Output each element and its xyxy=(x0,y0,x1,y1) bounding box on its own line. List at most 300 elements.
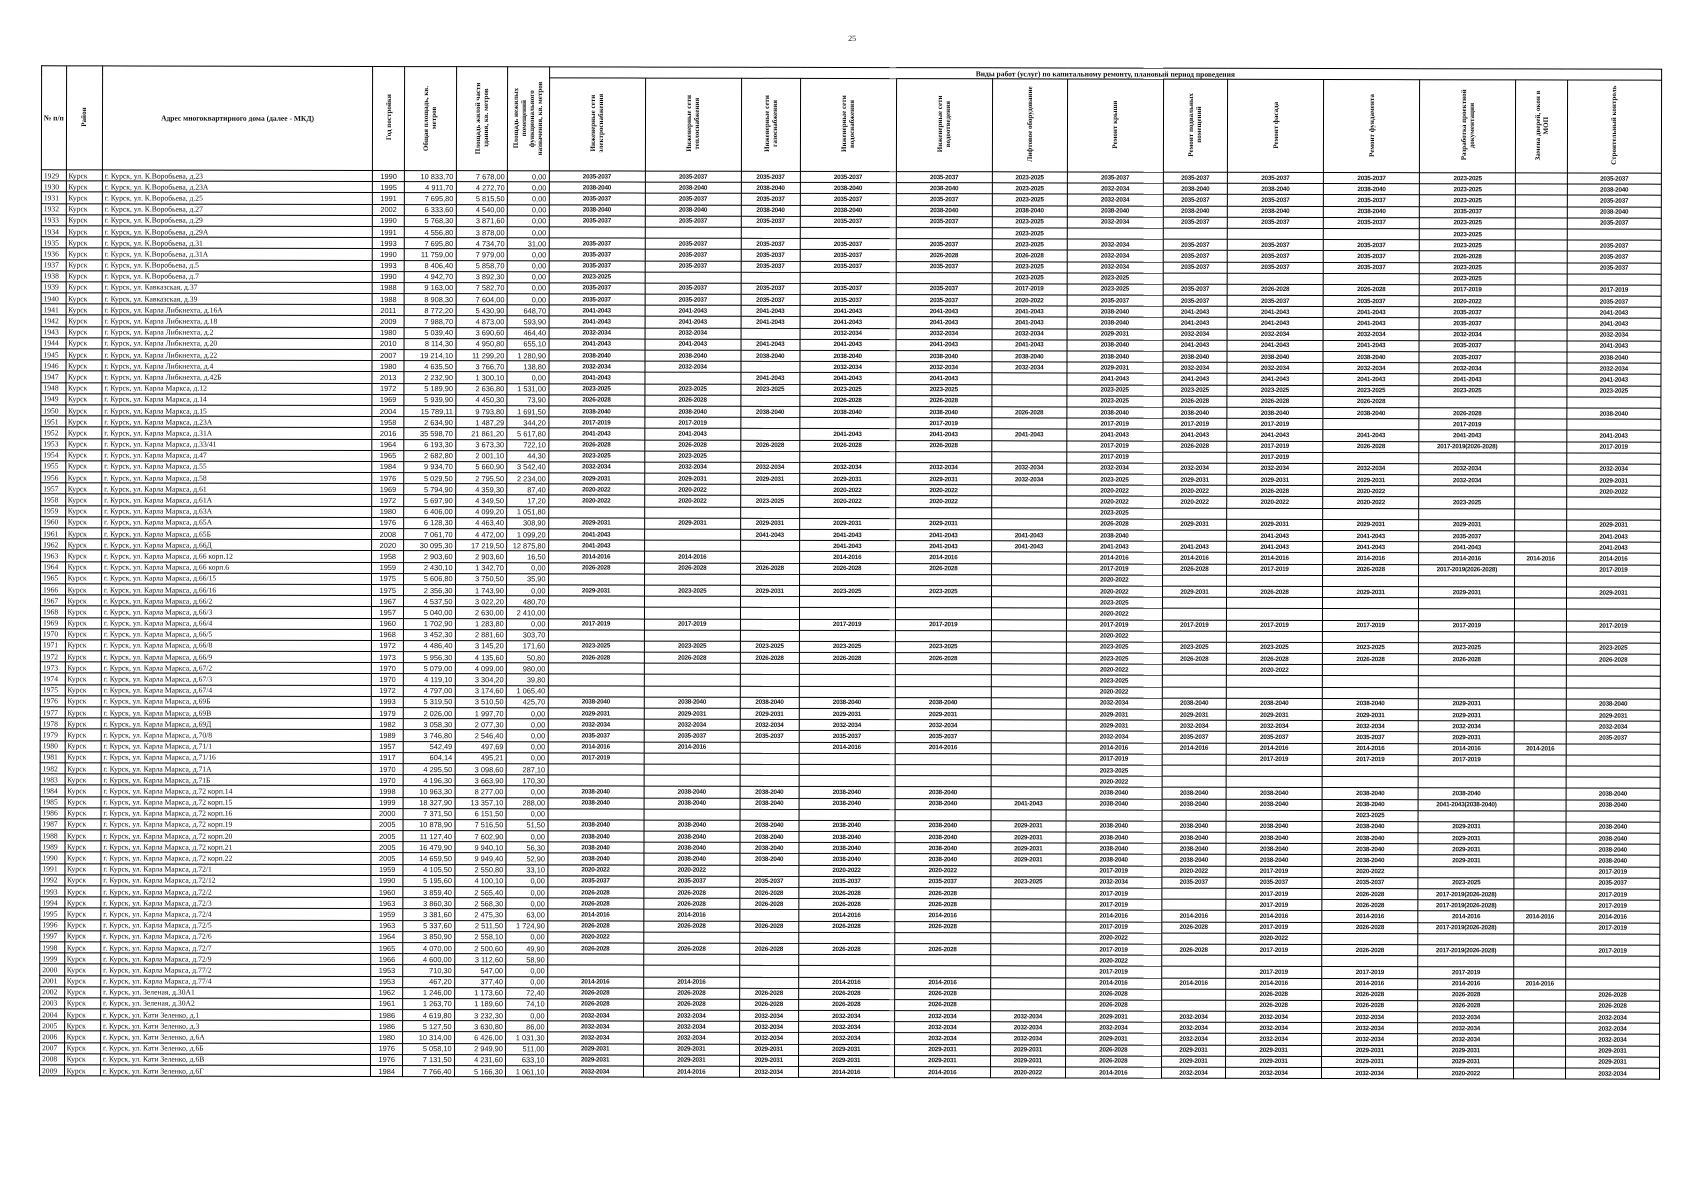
address-cell: г. Курск, ул. Карла Маркса, д.71/1 xyxy=(101,740,371,752)
work-period-cell xyxy=(1566,632,1660,643)
work-period-cell: 2014-2016 xyxy=(894,1067,990,1078)
work-period-cell: 2017-2019 xyxy=(1066,899,1162,910)
work-period-cell: 2038-2040 xyxy=(1322,821,1418,832)
nonresidential-area-cell: 31,00 xyxy=(507,238,549,249)
year-built-cell: 1959 xyxy=(372,562,404,573)
work-period-cell: 2041-2043 xyxy=(1227,530,1323,541)
work-period-cell xyxy=(740,954,799,965)
work-period-cell: 2029-2031 xyxy=(740,518,799,529)
row-number: 1934 xyxy=(41,226,66,237)
row-number: 1941 xyxy=(41,304,66,315)
year-built-cell: 1957 xyxy=(371,741,403,752)
work-period-cell: 2017-2019 xyxy=(1323,620,1419,631)
work-period-cell: 2035-2037 xyxy=(1566,878,1660,889)
living-area-cell: 2 795,50 xyxy=(455,473,506,484)
work-period-cell: 2035-2037 xyxy=(644,876,740,887)
address-cell: г. Курск, ул. Карла Маркса, д.69Д xyxy=(101,718,371,730)
row-number: 1933 xyxy=(41,215,66,226)
work-period-cell xyxy=(1516,195,1567,206)
work-period-cell xyxy=(644,507,740,518)
living-area-cell: 4 734,70 xyxy=(456,238,507,249)
work-period-cell: 2023-2025 xyxy=(740,641,799,652)
work-period-cell: 2014-2016 xyxy=(1514,978,1565,989)
living-area-cell: 4 135,60 xyxy=(455,652,506,663)
living-area-cell: 7 582,70 xyxy=(456,283,507,294)
work-period-cell xyxy=(1226,810,1322,821)
work-period-cell xyxy=(992,418,1067,429)
work-period-cell: 2038-2040 xyxy=(741,205,800,216)
work-period-cell xyxy=(1163,452,1227,463)
work-period-cell: 2023-2025 xyxy=(1066,675,1162,686)
work-period-cell xyxy=(1516,274,1567,285)
work-period-cell: 2035-2037 xyxy=(549,171,645,182)
nonresidential-area-cell: 0,00 xyxy=(507,182,549,193)
header-work-gas: Инженерные сети газоснабжения xyxy=(741,78,800,171)
work-period-cell: 2014-2016 xyxy=(644,742,740,753)
address-cell: г. Курск, ул. Карла Маркса, д.47 xyxy=(102,450,372,462)
total-area-cell: 4 196,30 xyxy=(403,775,454,786)
work-period-cell: 2041-2043 xyxy=(1323,307,1419,318)
district-cell: Курск xyxy=(66,271,102,282)
work-period-cell: 2041-2043 xyxy=(1419,430,1515,441)
work-period-cell xyxy=(1323,609,1419,620)
total-area-cell: 6 406,00 xyxy=(404,506,455,517)
work-period-cell: 2032-2034 xyxy=(1418,721,1514,732)
work-period-cell: 2038-2040 xyxy=(800,205,896,216)
year-built-cell: 1984 xyxy=(371,1065,403,1076)
year-built-cell: 1989 xyxy=(371,730,403,741)
work-period-cell xyxy=(991,686,1066,697)
work-period-cell xyxy=(740,574,799,585)
work-period-cell: 2026-2028 xyxy=(895,563,991,574)
work-period-cell: 2017-2019 xyxy=(1226,866,1322,877)
total-area-cell: 30 095,30 xyxy=(404,540,455,551)
work-period-cell: 2035-2037 xyxy=(800,283,896,294)
row-number: 2004 xyxy=(40,1009,65,1020)
total-area-cell: 4 119,10 xyxy=(404,674,455,685)
year-built-cell: 1917 xyxy=(371,752,403,763)
nonresidential-area-cell: 171,60 xyxy=(506,641,548,652)
total-area-cell: 5 768,30 xyxy=(405,215,456,226)
district-cell: Курск xyxy=(64,987,100,998)
total-area-cell: 5 058,10 xyxy=(403,1043,454,1054)
work-period-cell: 2032-2034 xyxy=(739,1066,798,1077)
work-period-cell xyxy=(740,619,799,630)
work-period-cell: 2017-2019 xyxy=(548,417,644,428)
work-period-cell: 2041-2043 xyxy=(992,317,1067,328)
work-period-cell: 2020-2022 xyxy=(644,496,740,507)
work-period-cell: 2020-2022 xyxy=(1226,933,1322,944)
address-cell: г. Курск, ул. Кати Зеленко, д.6Г xyxy=(100,1065,370,1077)
work-period-cell: 2026-2028 xyxy=(740,898,799,909)
address-cell: г. Курск, ул. Карла Маркса, д.72 корп.15 xyxy=(101,796,371,808)
work-period-cell: 2041-2043 xyxy=(644,428,740,439)
work-period-cell: 2026-2028 xyxy=(1323,396,1419,407)
work-period-cell xyxy=(1162,776,1226,787)
work-period-cell xyxy=(741,272,800,283)
work-period-cell: 2041-2043 xyxy=(799,541,895,552)
address-cell: г. Курск, ул. К.Воробьева, д.5 xyxy=(102,259,372,271)
work-period-cell: 2032-2034 xyxy=(1565,1012,1659,1023)
work-period-cell: 2035-2037 xyxy=(1227,262,1323,273)
work-period-cell: 2029-2031 xyxy=(1418,833,1514,844)
work-period-cell: 2035-2037 xyxy=(549,283,645,294)
work-period-cell: 2014-2016 xyxy=(1322,978,1418,989)
work-period-cell: 2038-2040 xyxy=(1226,799,1322,810)
work-period-cell: 2017-2019 xyxy=(1419,285,1515,296)
total-area-cell: 4 486,40 xyxy=(404,640,455,651)
work-period-cell: 2017-2019 xyxy=(1566,923,1660,934)
year-built-cell: 1960 xyxy=(371,886,403,897)
work-period-cell xyxy=(644,574,740,585)
year-built-cell: 1953 xyxy=(371,976,403,987)
work-period-cell xyxy=(1163,508,1227,519)
work-period-cell: 2017-2019 xyxy=(1567,285,1661,296)
work-period-cell: 2026-2028 xyxy=(643,999,739,1010)
address-cell: г. Курск, ул. Карла Маркса, д.77/2 xyxy=(101,964,371,976)
work-period-cell: 2032-2034 xyxy=(1418,1034,1514,1045)
work-period-cell xyxy=(1515,430,1566,441)
work-period-cell: 2020-2022 xyxy=(548,495,644,506)
work-period-cell: 2041-2043 xyxy=(1323,530,1419,541)
work-period-cell xyxy=(1566,766,1660,777)
row-number: 1960 xyxy=(41,517,66,528)
total-area-cell: 4 295,50 xyxy=(403,764,454,775)
work-period-cell xyxy=(1514,867,1565,878)
work-period-cell: 2038-2040 xyxy=(1163,407,1227,418)
row-number: 1961 xyxy=(41,528,66,539)
work-period-cell: 2035-2037 xyxy=(800,294,896,305)
work-period-cell xyxy=(1419,396,1515,407)
row-number: 1978 xyxy=(40,718,65,729)
work-period-cell xyxy=(740,675,799,686)
nonresidential-area-cell: 0,00 xyxy=(506,730,548,741)
work-period-cell: 2017-2019 xyxy=(895,619,991,630)
nonresidential-area-cell: 0,00 xyxy=(507,171,549,182)
district-cell: Курск xyxy=(65,517,101,528)
work-period-cell: 2035-2037 xyxy=(645,283,741,294)
work-period-cell: 2041-2043 xyxy=(1323,430,1419,441)
total-area-cell: 9 163,00 xyxy=(404,282,455,293)
nonresidential-area-cell: 0,00 xyxy=(507,372,549,383)
work-period-cell: 2029-2031 xyxy=(1067,362,1163,373)
work-period-cell: 2026-2028 xyxy=(798,988,894,999)
work-period-cell: 2032-2034 xyxy=(992,474,1067,485)
total-area-cell: 6 193,30 xyxy=(404,439,455,450)
work-period-cell: 2032-2034 xyxy=(1065,1022,1161,1033)
living-area-cell: 2 903,60 xyxy=(455,551,506,562)
work-period-cell: 2017-2019 xyxy=(1322,967,1418,978)
living-area-cell: 2 949,90 xyxy=(454,1043,505,1054)
work-period-cell xyxy=(1162,765,1226,776)
work-period-cell: 2038-2040 xyxy=(548,820,644,831)
work-period-cell: 2014-2016 xyxy=(643,1066,739,1077)
district-cell: Курск xyxy=(66,293,102,304)
work-period-cell: 2026-2028 xyxy=(1419,654,1515,665)
work-period-cell: 2038-2040 xyxy=(549,204,645,215)
work-period-cell xyxy=(1515,475,1566,486)
work-period-cell: 2038-2040 xyxy=(1162,799,1226,810)
address-cell: г. Курск, ул. Карла Маркса, д.61 xyxy=(102,483,372,495)
work-period-cell xyxy=(895,753,991,764)
work-period-cell: 2032-2034 xyxy=(1227,329,1323,340)
work-period-cell: 2032-2034 xyxy=(1566,464,1660,475)
district-cell: Курск xyxy=(65,707,101,718)
work-period-cell: 2035-2037 xyxy=(800,261,896,272)
work-period-cell: 2035-2037 xyxy=(1419,318,1515,329)
work-period-cell xyxy=(1566,598,1660,609)
row-number: 1996 xyxy=(40,919,65,930)
work-period-cell: 2032-2034 xyxy=(896,362,992,373)
work-period-cell: 2023-2025 xyxy=(1419,240,1515,251)
work-period-cell xyxy=(1514,990,1565,1001)
work-period-cell: 2041-2043 xyxy=(1323,542,1419,553)
work-period-cell xyxy=(1418,956,1514,967)
work-period-cell: 2032-2034 xyxy=(990,1033,1065,1044)
work-period-cell: 2035-2037 xyxy=(895,731,991,742)
year-built-cell: 1968 xyxy=(372,629,404,640)
work-period-cell: 2041-2043 xyxy=(1566,542,1660,553)
district-cell: Курск xyxy=(65,472,101,483)
work-period-cell xyxy=(1516,251,1567,262)
row-number: 1991 xyxy=(40,863,65,874)
district-cell: Курск xyxy=(65,651,101,662)
work-period-cell xyxy=(894,955,990,966)
total-area-cell: 710,30 xyxy=(403,965,454,976)
year-built-cell: 1969 xyxy=(372,394,404,405)
work-period-cell xyxy=(1514,1001,1565,1012)
work-period-cell: 2035-2037 xyxy=(549,216,645,227)
work-period-cell: 2020-2022 xyxy=(1066,608,1162,619)
row-number: 1942 xyxy=(41,315,66,326)
work-period-cell xyxy=(740,664,799,675)
work-period-cell: 2038-2040 xyxy=(548,786,644,797)
work-period-cell: 2014-2016 xyxy=(1162,978,1226,989)
work-period-cell xyxy=(1162,597,1226,608)
work-period-cell: 2032-2034 xyxy=(644,462,740,473)
work-period-cell: 2035-2037 xyxy=(1163,295,1227,306)
work-period-cell xyxy=(1515,520,1566,531)
work-period-cell: 2023-2025 xyxy=(1418,878,1514,889)
work-period-cell: 2029-2031 xyxy=(798,1055,894,1066)
nonresidential-area-cell: 0,00 xyxy=(507,193,549,204)
work-period-cell xyxy=(1323,631,1419,642)
work-period-cell xyxy=(1323,598,1419,609)
work-period-cell xyxy=(1226,609,1322,620)
work-period-cell xyxy=(1515,710,1566,721)
work-period-cell xyxy=(991,933,1066,944)
work-period-cell: 2023-2025 xyxy=(895,641,991,652)
work-period-cell xyxy=(1514,889,1565,900)
total-area-cell: 8 908,30 xyxy=(404,294,455,305)
row-number: 1930 xyxy=(41,181,66,192)
work-period-cell xyxy=(1515,755,1566,766)
work-period-cell: 2023-2025 xyxy=(1067,273,1163,284)
work-period-cell xyxy=(992,373,1067,384)
work-period-cell xyxy=(991,765,1066,776)
work-period-cell xyxy=(1566,676,1660,687)
district-cell: Курск xyxy=(65,461,101,472)
living-area-cell: 7 678,00 xyxy=(456,171,507,182)
work-period-cell: 2038-2040 xyxy=(1323,351,1419,362)
nonresidential-area-cell: 58,90 xyxy=(506,954,548,965)
work-period-cell: 2017-2019 xyxy=(1566,565,1660,576)
header-year-built: Год постройки xyxy=(373,66,405,170)
work-period-cell xyxy=(1515,587,1566,598)
work-period-cell: 2014-2016 xyxy=(799,742,895,753)
work-period-cell xyxy=(992,384,1067,395)
work-period-cell: 2038-2040 xyxy=(895,832,991,843)
work-period-cell: 2032-2034 xyxy=(1419,329,1515,340)
work-period-cell: 2014-2016 xyxy=(644,551,740,562)
nonresidential-area-cell: 138,80 xyxy=(507,361,549,372)
work-period-cell xyxy=(1162,966,1226,977)
address-cell: г. Курск, ул. Карла Маркса, д.15 xyxy=(102,405,372,417)
work-period-cell: 2038-2040 xyxy=(740,820,799,831)
district-cell: Курск xyxy=(65,539,101,550)
work-period-cell: 2026-2028 xyxy=(895,888,991,899)
work-period-cell: 2026-2028 xyxy=(799,395,895,406)
work-period-cell xyxy=(992,519,1067,530)
work-period-cell: 2038-2040 xyxy=(1566,855,1660,866)
work-period-cell: 2041-2043 xyxy=(992,530,1067,541)
work-period-cell: 2035-2037 xyxy=(549,238,645,249)
year-built-cell: 1964 xyxy=(371,931,403,942)
work-period-cell xyxy=(895,574,991,585)
work-period-cell: 2032-2034 xyxy=(1226,1023,1322,1034)
total-area-cell: 8 772,20 xyxy=(404,305,455,316)
work-period-cell xyxy=(991,630,1066,641)
work-period-cell xyxy=(894,966,990,977)
living-area-cell: 7 604,00 xyxy=(456,294,507,305)
work-period-cell xyxy=(1515,408,1566,419)
address-cell: г. Курск, ул. Карла Маркса, д.72 корп.16 xyxy=(101,808,371,820)
work-period-cell xyxy=(1066,810,1162,821)
work-period-cell: 2035-2037 xyxy=(1419,341,1515,352)
district-cell: Курск xyxy=(65,617,101,628)
work-period-cell: 2041-2043 xyxy=(1163,429,1227,440)
nonresidential-area-cell: 12 875,80 xyxy=(506,540,548,551)
nonresidential-area-cell: 1 065,40 xyxy=(506,685,548,696)
address-cell: г. Курск, ул. Карла Маркса, д.66/4 xyxy=(101,617,371,629)
work-period-cell xyxy=(1514,900,1565,911)
work-period-cell: 2038-2040 xyxy=(895,798,991,809)
row-number: 1936 xyxy=(41,248,66,259)
work-period-cell xyxy=(1566,497,1660,508)
nonresidential-area-cell: 17,20 xyxy=(507,495,549,506)
work-period-cell: 2017-2019 xyxy=(992,284,1067,295)
row-number: 1940 xyxy=(41,293,66,304)
work-period-cell xyxy=(644,607,740,618)
work-period-cell: 2038-2040 xyxy=(1163,206,1227,217)
work-period-cell xyxy=(1515,643,1566,654)
work-period-cell: 2035-2037 xyxy=(1227,239,1323,250)
row-number: 1956 xyxy=(41,472,66,483)
address-cell: г. Курск, ул. Карла Маркса, д.72/3 xyxy=(101,897,371,909)
work-period-cell: 2038-2040 xyxy=(1066,821,1162,832)
work-period-cell: 2035-2037 xyxy=(548,730,644,741)
work-period-cell xyxy=(1515,688,1566,699)
work-period-cell: 2041-2043 xyxy=(1323,374,1419,385)
row-number: 2008 xyxy=(40,1054,65,1065)
work-period-cell xyxy=(740,686,799,697)
total-area-cell: 4 797,00 xyxy=(404,685,455,696)
nonresidential-area-cell: 0,00 xyxy=(507,204,549,215)
work-period-cell xyxy=(644,540,740,551)
row-number: 1946 xyxy=(41,360,66,371)
work-period-cell: 2023-2025 xyxy=(1567,386,1661,397)
district-cell: Курск xyxy=(66,304,102,315)
work-period-cell xyxy=(1162,687,1226,698)
year-built-cell: 2013 xyxy=(372,372,404,383)
work-period-cell: 2029-2031 xyxy=(548,473,644,484)
work-period-cell xyxy=(1162,955,1226,966)
work-period-cell xyxy=(1514,1012,1565,1023)
work-period-cell xyxy=(548,607,644,618)
work-period-cell xyxy=(1515,464,1566,475)
address-cell: г. Курск, ул. Карла Маркса, д.58 xyxy=(102,472,372,484)
work-period-cell: 2029-2031 xyxy=(644,473,740,484)
work-period-cell: 2023-2025 xyxy=(992,217,1067,228)
total-area-cell: 3 452,30 xyxy=(404,629,455,640)
work-period-cell xyxy=(992,440,1067,451)
work-period-cell: 2032-2034 xyxy=(798,1033,894,1044)
address-cell: г. Курск, ул. Карла Либкнехта, д.2 xyxy=(102,327,372,339)
row-number: 1987 xyxy=(40,819,65,830)
work-period-cell xyxy=(992,451,1067,462)
work-period-cell: 2041-2043 xyxy=(800,317,896,328)
work-period-cell xyxy=(1516,296,1567,307)
work-period-cell xyxy=(1419,631,1515,642)
living-area-cell: 1 189,60 xyxy=(454,999,505,1010)
year-built-cell: 1966 xyxy=(371,954,403,965)
work-period-cell: 2029-2031 xyxy=(1225,1056,1321,1067)
work-period-cell xyxy=(1162,530,1226,541)
work-period-cell xyxy=(1567,397,1661,408)
living-area-cell: 3 022,20 xyxy=(455,596,506,607)
work-period-cell xyxy=(1515,576,1566,587)
work-period-cell xyxy=(991,653,1066,664)
work-period-cell xyxy=(739,977,798,988)
work-period-cell: 2035-2037 xyxy=(1567,240,1661,251)
nonresidential-area-cell: 425,70 xyxy=(506,697,548,708)
district-cell: Курск xyxy=(65,427,101,438)
work-period-cell: 2032-2034 xyxy=(1066,698,1162,709)
work-period-cell: 2026-2028 xyxy=(895,653,991,664)
work-period-cell: 2020-2022 xyxy=(1066,575,1162,586)
header-work-electric: Инженерные сети электроснабжения xyxy=(549,78,645,171)
work-period-cell xyxy=(1566,609,1660,620)
row-number: 1935 xyxy=(41,237,66,248)
nonresidential-area-cell: 0,00 xyxy=(506,932,548,943)
work-period-cell: 2032-2034 xyxy=(800,362,896,373)
district-cell: Курск xyxy=(65,595,101,606)
work-period-cell xyxy=(1323,452,1419,463)
work-period-cell xyxy=(1515,788,1566,799)
district-cell: Курск xyxy=(66,226,102,237)
work-period-cell: 2014-2016 xyxy=(1066,552,1162,563)
work-period-cell: 2041-2043 xyxy=(1162,541,1226,552)
row-number: 1984 xyxy=(40,785,65,796)
work-period-cell: 2032-2034 xyxy=(1163,463,1227,474)
district-cell: Курск xyxy=(65,382,101,393)
district-cell: Курск xyxy=(65,696,101,707)
total-area-cell: 8 114,30 xyxy=(404,338,455,349)
district-cell: Курск xyxy=(65,830,101,841)
work-period-cell: 2026-2028 xyxy=(1322,989,1418,1000)
work-period-cell: 2023-2025 xyxy=(645,384,741,395)
work-period-cell xyxy=(1514,945,1565,956)
